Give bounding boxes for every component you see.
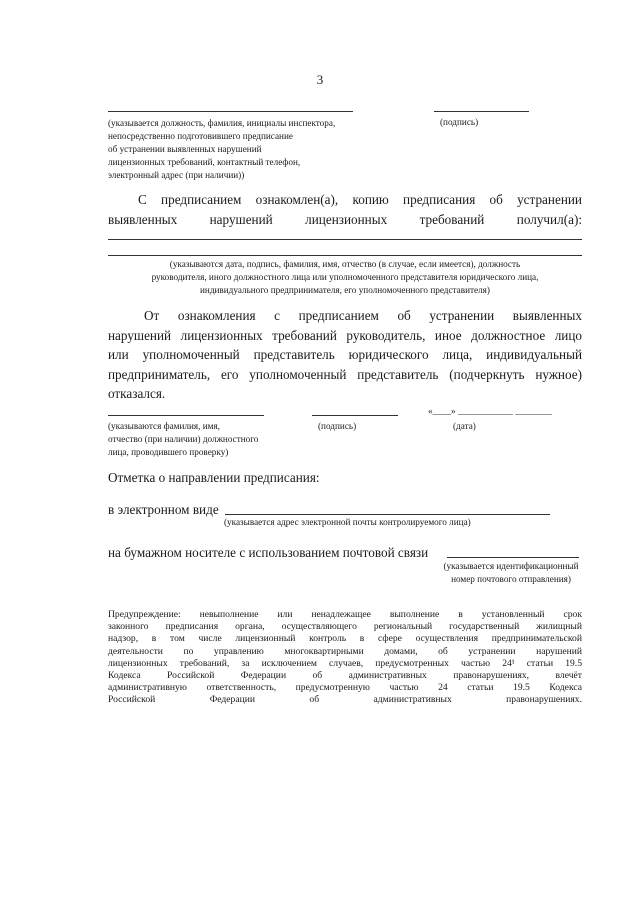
acquaint-caption-line: (указываются дата, подпись, фамилия, имя, отчество (в случае, если имеется), должность (169, 259, 521, 269)
inspector-caption-line: лицензионных требований, контактный телефон, (108, 157, 301, 167)
signature-caption: (подпись) (440, 117, 479, 127)
paper-line (447, 557, 579, 558)
refusal-line-5: отказался. (108, 386, 166, 401)
official-caption (108, 420, 308, 459)
inspector-caption-line: об устранении выявленных нарушений (108, 144, 262, 154)
inspector-caption-line: непосредственно подготовившего предписание (108, 131, 293, 141)
warning-line: Российской Федерации об административных правонарушениях. (108, 694, 582, 706)
inspector-caption-line: (указывается должность, фамилия, инициалы инспектора, (108, 118, 336, 128)
warning-line: Кодекса Российской Федерации об административных правонарушениях, влечёт (108, 670, 582, 682)
electronic-caption: (указывается адрес электронной почты контролируемого лица) (224, 517, 471, 527)
official-caption-line: лица, проводившего проверку) (108, 447, 229, 457)
acquaint-caption-line: руководителя, иного должностного лица или уполномоченного представителя юридического лица, (151, 272, 539, 282)
warning-line: лицензионных требований, за исключением случаев, предусмотренных частью 24¹ статьи 19.5 (108, 657, 582, 669)
refusal-signature-line (312, 415, 398, 416)
paper-label: на бумажном носителе с использованием почтовой связи (108, 545, 429, 560)
acquaint-paragraph (108, 190, 582, 229)
acquaint-caption-line: индивидуального предпринимателя, его уполномоченного представителя) (200, 285, 490, 295)
refusal-line-4: предприниматель, его уполномоченный представитель (подчеркнуть нужное) (108, 366, 582, 382)
signature-line (434, 111, 529, 112)
refusal-line-3: или уполномоченный представитель юридического лица, индивидуальный (108, 347, 582, 362)
paper-caption-line: (указывается идентификационный (443, 561, 579, 571)
warning-line: Предупреждение: невыполнение или ненадлежащее выполнение в установленный срок (108, 609, 582, 620)
warning-line: деятельности по управлению многоквартирными домами, об устранении нарушений (108, 645, 582, 657)
electronic-label: в электронном виде (108, 502, 219, 517)
official-caption-line: отчество (при наличии) должностного (108, 434, 259, 444)
refusal-line-2: нарушений лицензионных требований руководитель, иное должностное лицо (108, 327, 582, 343)
official-line (108, 415, 264, 416)
acquaint-line-1: С предписанием ознакомлен(а), копию предписания об устранении (138, 192, 582, 207)
acquaint-line-2: выявленных нарушений лицензионных требований получил(а): (108, 211, 582, 227)
refusal-line-1: От ознакомления с предписанием об устранении выявленных (144, 308, 582, 323)
acquaint-line-b (108, 255, 582, 256)
date-mark: «____» ____________ ________ (428, 406, 553, 416)
page-number: 3 (316, 72, 324, 87)
refusal-signature-caption: (подпись) (318, 421, 357, 431)
paper-caption (436, 560, 586, 586)
inspector-caption (108, 117, 378, 182)
warning-line: административную ответственность, предусмотренную частью 24 статьи 19.5 Кодекса (108, 682, 582, 694)
warning-line: законного предписания органа, осуществляющего региональный государственный жилищный (108, 621, 582, 633)
warning-line: надзор, в том числе лицензионный контроль в сфере осуществления предпринимательской (108, 633, 582, 645)
acquaint-line-a (108, 239, 582, 240)
refusal-paragraph (108, 306, 582, 404)
inspector-line (108, 111, 353, 112)
electronic-line (225, 514, 550, 515)
warning-paragraph (108, 609, 582, 707)
official-caption-line: (указываются фамилия, имя, (108, 421, 220, 431)
date-caption: (дата) (453, 421, 476, 431)
sending-heading: Отметка о направлении предписания: (108, 470, 320, 485)
inspector-caption-line: электронный адрес (при наличии)) (108, 170, 245, 180)
acquaint-caption (108, 258, 582, 297)
paper-caption-line: номер почтового отправления) (451, 574, 571, 584)
